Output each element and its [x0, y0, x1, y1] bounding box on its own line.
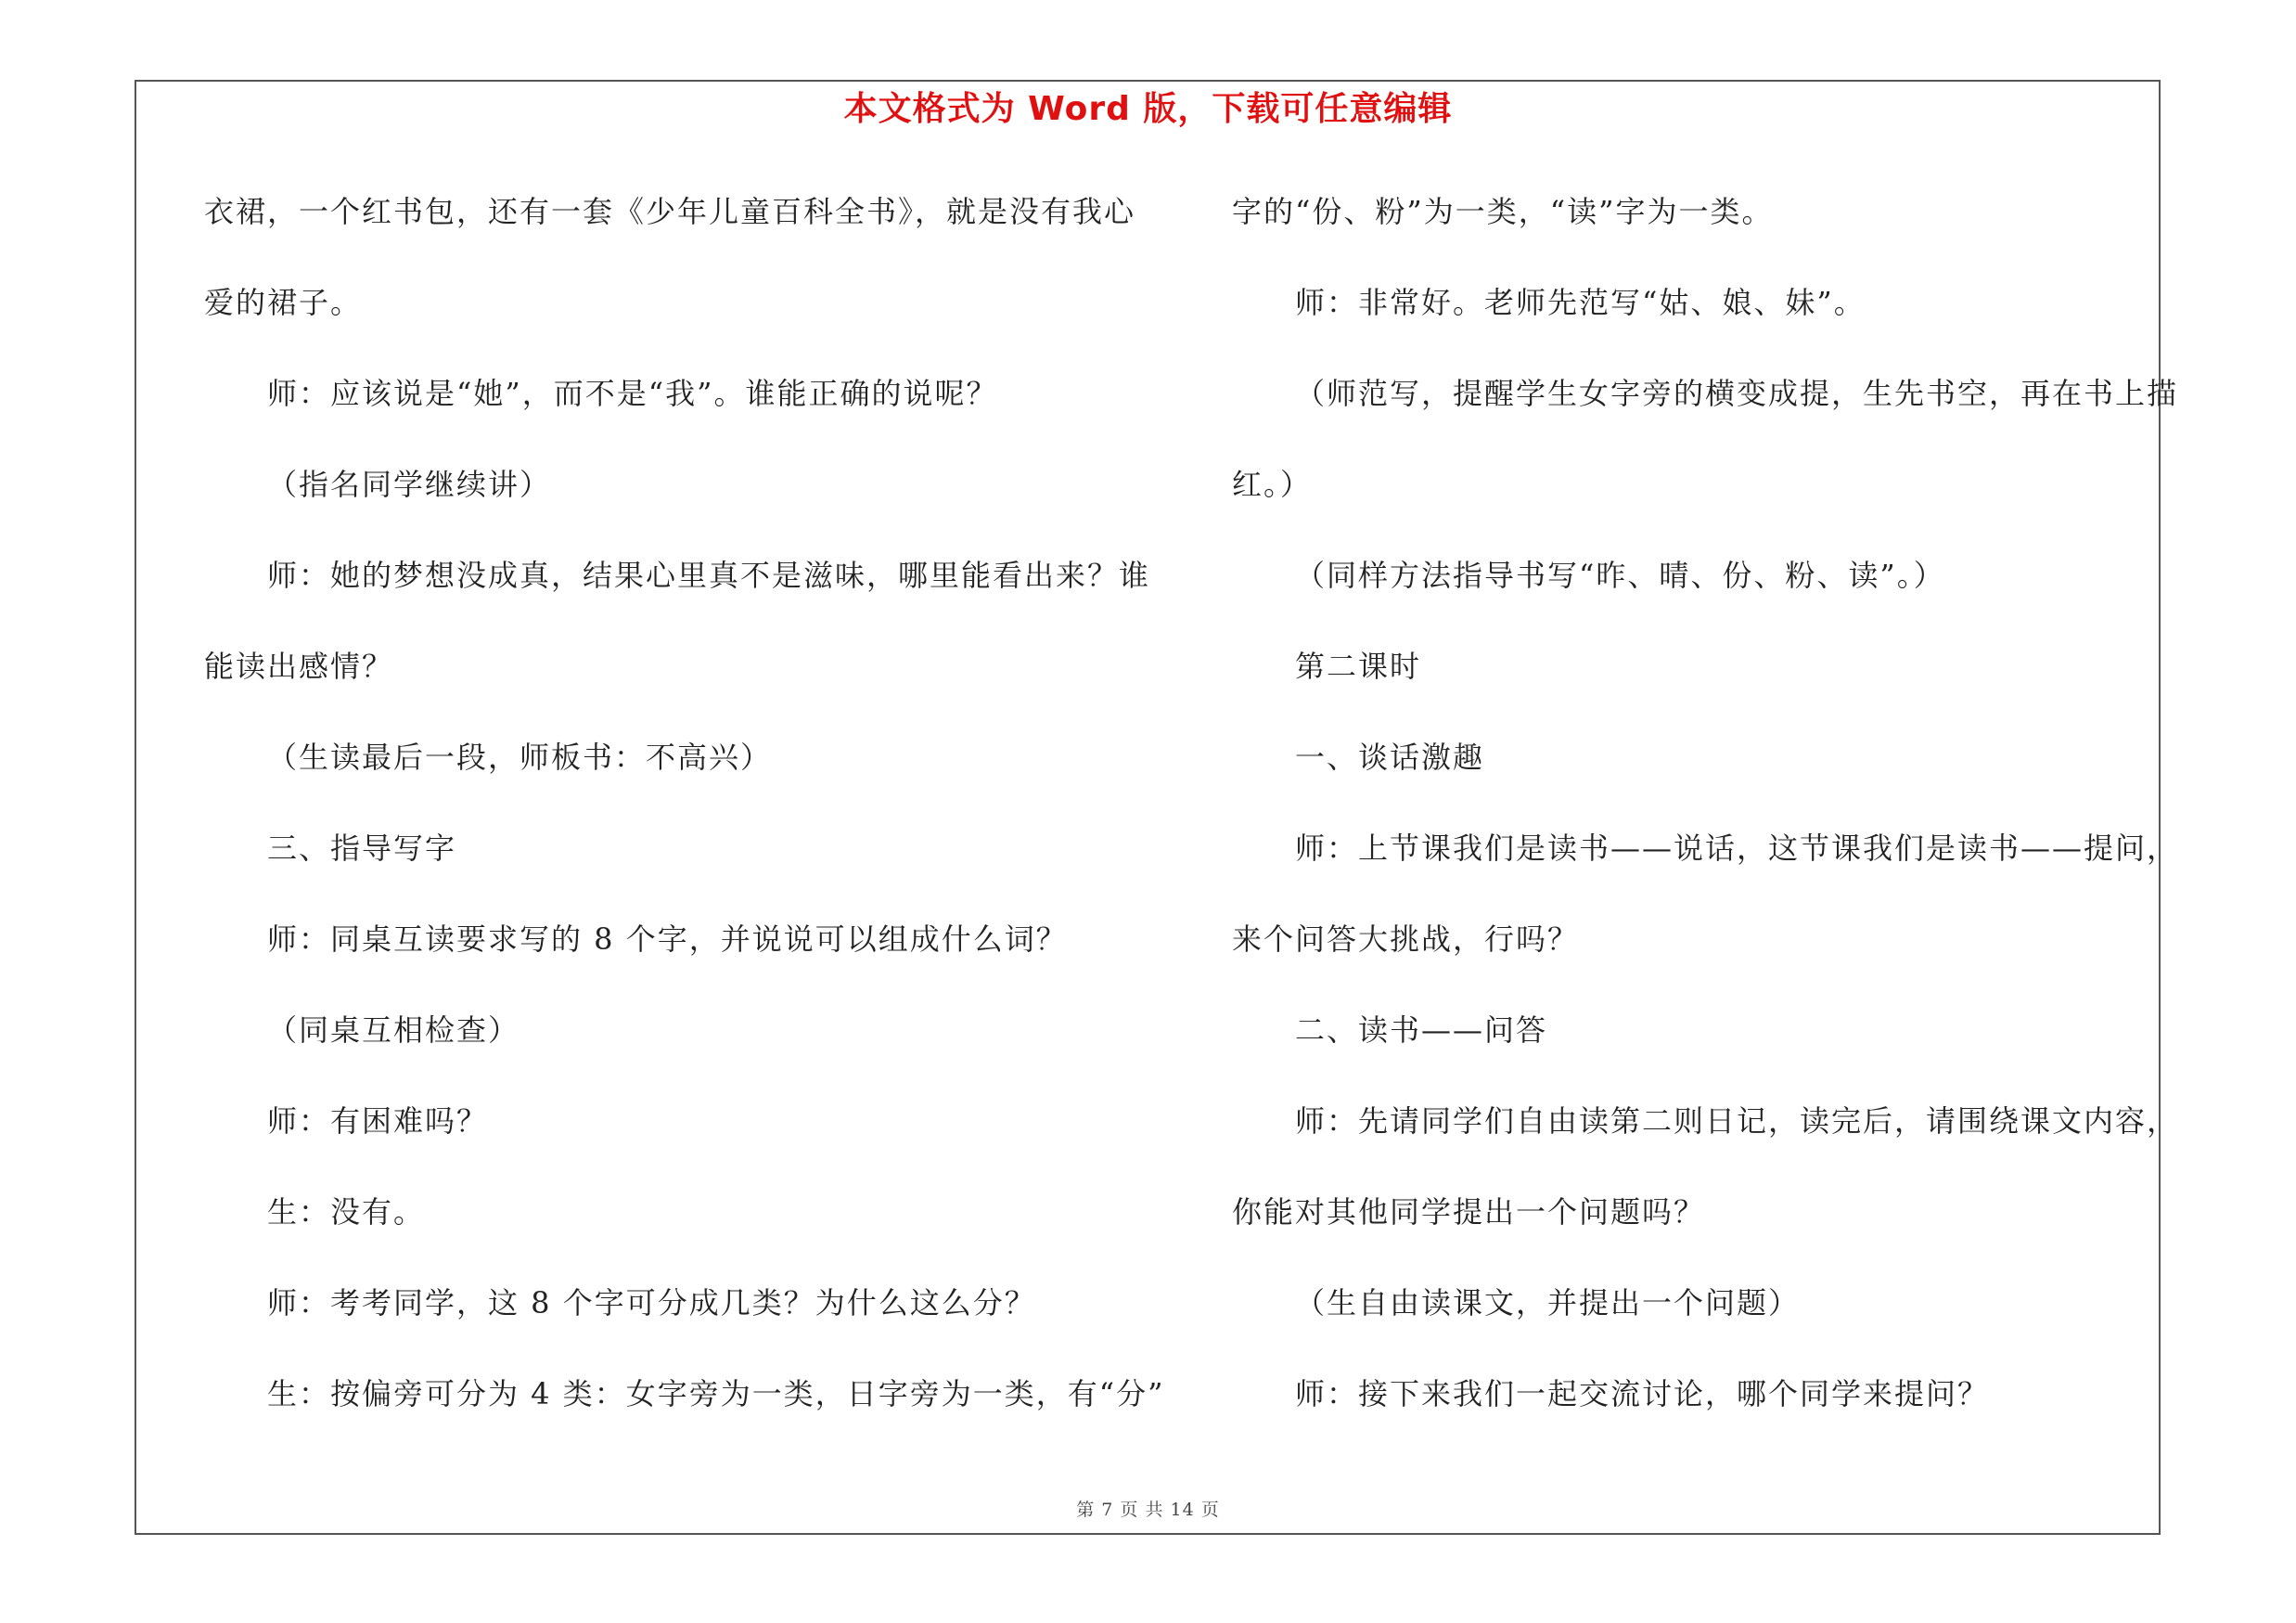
right-line: 字的“份、粉”为一类，“读”字为一类。 [1232, 194, 1774, 229]
right-column [1232, 182, 2179, 1455]
section-heading: 三、指导写字 [267, 831, 457, 866]
right-line: 师：上节课我们是读书——说话，这节课我们是读书——提问， [1295, 831, 2179, 866]
left-line: 能读出感情？ [204, 649, 394, 684]
section-heading: 二、读书——问答 [1295, 1012, 1548, 1048]
left-line: （同桌互相检查） [267, 1012, 520, 1048]
right-line: 来个问答大挑战，行吗？ [1232, 921, 1580, 957]
right-line: （同样方法指导书写“昨、晴、份、粉、读”。） [1295, 558, 1945, 593]
left-line: （生读最后一段，师板书：不高兴） [267, 740, 773, 775]
format-banner: 本文格式为 Word 版，下载可任意编辑 [843, 90, 1453, 128]
right-line: （师范写，提醒学生女字旁的横变成提，生先书空，再在书上描 [1295, 376, 2179, 411]
right-line: 师：非常好。老师先范写“姑、娘、妹”。 [1295, 285, 1866, 320]
section-heading: 第二课时 [1295, 649, 1422, 684]
left-column [204, 182, 1165, 1455]
left-line: 师：考考同学，这 8 个字可分成几类？为什么这么分？ [267, 1285, 1036, 1320]
section-heading: 一、谈话激趣 [1295, 740, 1485, 775]
left-line: 师：她的梦想没成真，结果心里真不是滋味，哪里能看出来？谁 [267, 558, 1151, 593]
left-line: 爱的裙子。 [204, 285, 363, 320]
right-line: 师：接下来我们一起交流讨论，哪个同学来提问？ [1295, 1376, 1990, 1411]
left-line: 师：同桌互读要求写的 8 个字，并说说可以组成什么词？ [267, 921, 1068, 957]
left-line: 师：应该说是“她”，而不是“我”。谁能正确的说呢？ [267, 376, 998, 411]
right-line: 你能对其他同学提出一个问题吗？ [1232, 1194, 1706, 1230]
left-line: 衣裙，一个红书包，还有一套《少年儿童百科全书》，就是没有我心 [204, 194, 1136, 229]
right-line: 红。） [1232, 467, 1313, 502]
left-line: 生：没有。 [267, 1194, 426, 1230]
left-line: 师：有困难吗？ [267, 1103, 489, 1139]
right-line: 师：先请同学们自由读第二则日记，读完后，请围绕课文内容， [1295, 1103, 2179, 1139]
right-line: （生自由读课文，并提出一个问题） [1295, 1285, 1801, 1320]
left-line: （指名同学继续讲） [267, 467, 552, 502]
left-line: 生：按偏旁可分为 4 类：女字旁为一类，日字旁为一类，有“分” [267, 1376, 1165, 1411]
page-number: 第 7 页 共 14 页 [1076, 1500, 1220, 1520]
